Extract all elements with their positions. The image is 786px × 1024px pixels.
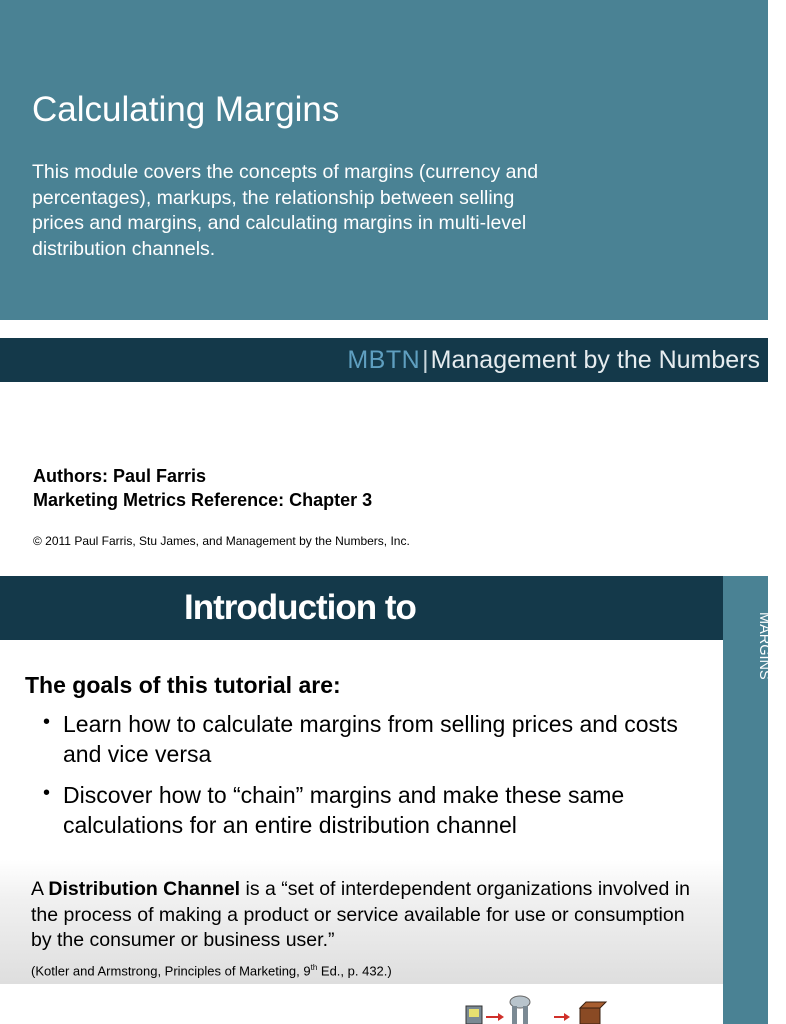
module-description: This module covers the concepts of margins (currency and percentages), markups, the relationship between selling prices and margins, and calculating margins in multi-level distribution channels. (32, 161, 539, 260)
title-banner (0, 0, 768, 320)
citation-pre: (Kotler and Armstrong, Principles of Marketing, 9 (31, 963, 311, 979)
citation-sup: th (310, 963, 318, 972)
goals-list (40, 709, 710, 851)
arrow-right-icon (486, 1013, 504, 1021)
side-label (757, 612, 785, 772)
definition-prefix: A (31, 878, 49, 900)
slide-header (0, 576, 723, 640)
definition-body: is a “set of interdependent organizations involved in the process of making a product or service available for use or consumption by the consumer or business user.” (31, 878, 690, 951)
reference-line: Marketing Metrics Reference: Chapter 3 (33, 489, 373, 510)
side-tab (723, 576, 786, 1024)
box-icon (580, 1002, 606, 1024)
bullet-icon: • (43, 711, 51, 733)
distribution-channel-illustration (460, 994, 630, 1024)
arrow-right-icon (554, 1013, 570, 1021)
definition-box (0, 860, 723, 984)
definition-term: Distribution Channel (48, 878, 241, 900)
brand-separator: | (422, 346, 429, 374)
intro-slide (0, 576, 786, 1024)
side-label-line1: INTRODUCTION TO (770, 612, 786, 747)
bullet-text: Learn how to calculate margins from selling prices and costs and vice versa (63, 711, 678, 767)
definition-text (31, 877, 701, 954)
bullet-text: Discover how to “chain” margins and make these same calculations for an entire distribution channel (63, 782, 625, 838)
slide-title: Introduction to (184, 588, 416, 627)
brand-bar (0, 338, 768, 382)
brand-logo (347, 344, 760, 376)
brand-abbrev: MBTN (347, 346, 421, 374)
bullet-icon: • (43, 782, 51, 804)
factory-icon (466, 1006, 482, 1024)
authors-block (33, 465, 372, 512)
goals-heading: The goals of this tutorial are: (25, 672, 341, 698)
copyright-notice: © 2011 Paul Farris, Stu James, and Management by the Numbers, Inc. (33, 534, 410, 548)
citation (31, 963, 392, 978)
warehouse-icon (510, 996, 530, 1024)
citation-post: Ed., p. 432.) (317, 963, 392, 979)
list-item (40, 780, 710, 840)
authors-line: Authors: Paul Farris (33, 466, 207, 486)
slide-title: Calculating Margins (32, 90, 340, 129)
side-label-line2: MARGINS (756, 612, 772, 680)
brand-name: Management by the Numbers (430, 346, 760, 374)
list-item (40, 709, 710, 769)
